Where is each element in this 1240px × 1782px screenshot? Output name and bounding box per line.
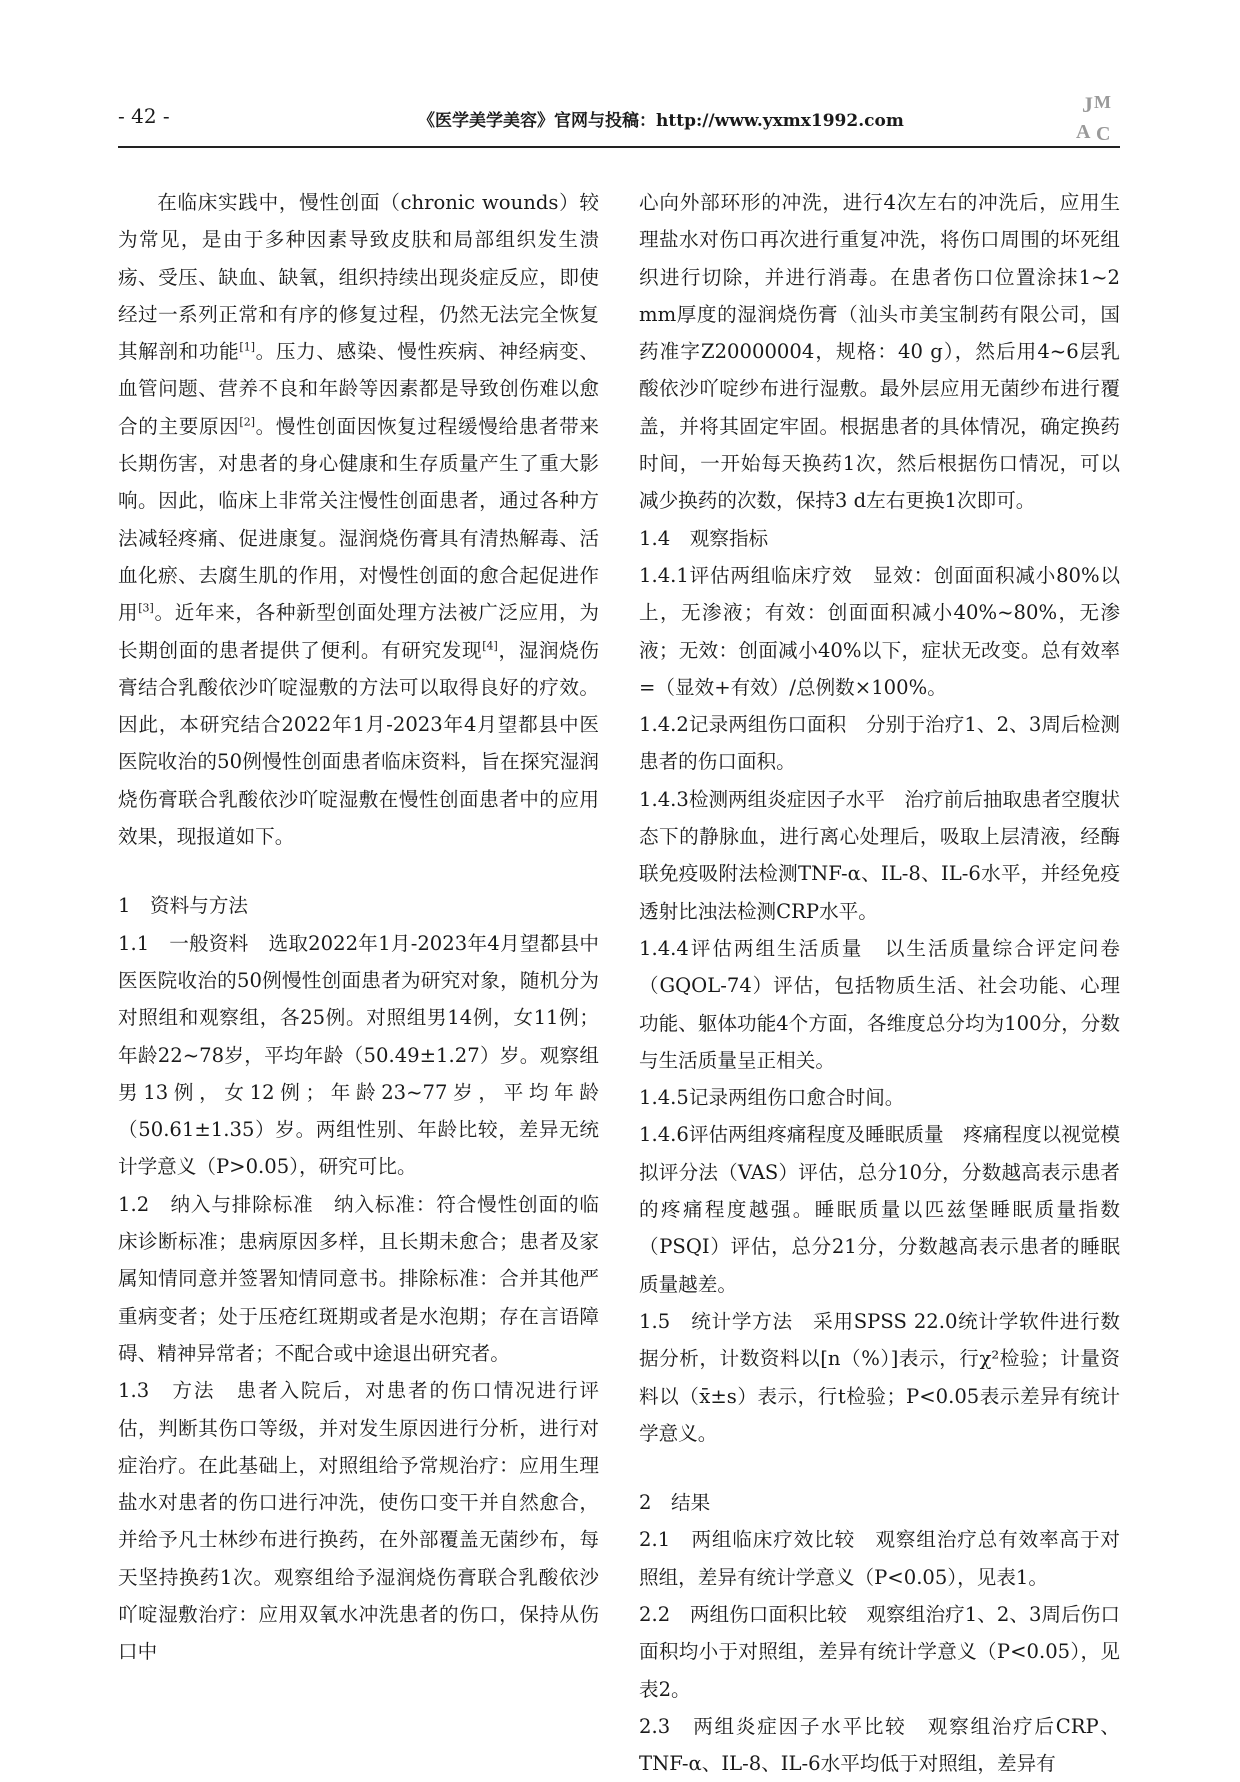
section-1-2: 1.2 纳入与排除标准 纳入标准：符合慢性创面的临床诊断标准；患病原因多样，且长期未愈合；患者及家属知情同意并签署知情同意书。排除标准：合并其他严重病变者；处于压疮红斑期或者是水泡期；存在言语障碍、精神异常者；不配合或中途退出研究者。 bbox=[118, 1192, 599, 1365]
section-heading-1: 1 资料与方法 bbox=[118, 894, 249, 918]
page-number: - 42 - bbox=[118, 104, 170, 128]
citation[interactable]: [3] bbox=[138, 601, 154, 615]
section-1-4-6: 1.4.6评估两组疼痛程度及睡眠质量 疼痛程度以视觉模拟评分法（VAS）评估，总分10分，分数越高表示患者的疼痛程度越强。睡眠质量以匹兹堡睡眠质量指数（PSQI）评估，总分21分，分数越高表示患者的睡眠质量越差。 bbox=[639, 1123, 1120, 1296]
section-1-3: 1.3 方法 患者入院后，对患者的伤口情况进行评估，判断其伤口等级，并对发生原因进行分析，进行对症治疗。在此基础上，对照组给予常规治疗：应用生理盐水对患者的伤口进行冲洗，使伤口变干并自然愈合，并给予凡士林纱布进行换药，在外部覆盖无菌纱布，每天坚持换药1次。观察组给予湿润烧伤膏联合乳酸依沙吖啶湿敷治疗：应用双氧水冲洗患者的伤口，保持从伤口中 bbox=[118, 1379, 599, 1664]
svg-text:J: J bbox=[1082, 92, 1093, 117]
section-heading-2: 2 结果 bbox=[639, 1491, 711, 1515]
section-1-4-4: 1.4.4评估两组生活质量 以生活质量综合评定问卷（GQOL-74）评估，包括物质生活、社会功能、心理功能、躯体功能4个方面，各维度总分均为100分，分数与生活质量呈正相关。 bbox=[639, 936, 1120, 1072]
header-rule bbox=[118, 146, 1120, 148]
citation[interactable]: [2] bbox=[239, 415, 256, 429]
section-1-5: 1.5 统计学方法 采用SPSS 22.0统计学软件进行数据分析，计数资料以[n（%）]表示，行χ²检验；计量资料以（x̄±s）表示，行t检验；P<0.05表示差异有统计学意义。 bbox=[639, 1309, 1120, 1445]
journal-header: 《医学美学美容》官网与投稿：http://www.yxmx1992.com bbox=[418, 111, 904, 131]
section-1-4-1: 1.4.1评估两组临床疗效 显效：创面面积减小80%以上，无渗液；有效：创面面积减小40%~80%，无渗液；无效：创面减小40%以下，症状无改变。总有效率=（显效+有效）/总例数×100%。 bbox=[639, 563, 1120, 699]
section-1-3-continued: 心向外部环形的冲洗，进行4次左右的冲洗后，应用生理盐水对伤口再次进行重复冲洗，将伤口周围的坏死组织进行切除，并进行消毒。在患者伤口位置涂抹1~2 mm厚度的湿润烧伤膏（汕头市美宝制药有限公司，国药准字Z20000004，规格：40 g），然后用4~6层乳酸依沙吖啶纱布进行湿敷。最外层应用无菌纱布进行覆盖，并将其固定牢固。根据患者的具体情况，确定换药时间，一开始每天换药1次，然后根据伤口情况，可以减少换药的次数，保持3 d左右更换1次即可。 bbox=[639, 191, 1120, 513]
right-column bbox=[639, 184, 1120, 1782]
section-1-4-5: 1.4.5记录两组伤口愈合时间。 bbox=[639, 1086, 905, 1110]
section-1-1: 1.1 一般资料 选取2022年1月-2023年4月望都县中医医院收治的50例慢性创面患者为研究对象，随机分为对照组和观察组，各25例。对照组男14例，女11例；年龄22~78岁，平均年龄（50.49±1.27）岁。观察组男13例，女12例；年龄23~77岁，平均年龄（50.61±1.35）岁。两组性别、年龄比较，差异无统计学意义（P>0.05），研究可比。 bbox=[118, 931, 599, 1179]
citation[interactable]: [4] bbox=[482, 639, 498, 653]
section-2-2: 2.2 两组伤口面积比较 观察组治疗1、2、3周后伤口面积均小于对照组，差异有统计学意义（P<0.05），见表2。 bbox=[639, 1602, 1120, 1701]
section-2-3: 2.3 两组炎症因子水平比较 观察组治疗后CRP、TNF-α、IL-8、IL-6水平均低于对照组，差异有 bbox=[639, 1714, 1120, 1776]
svg-text:M: M bbox=[1094, 92, 1111, 112]
left-column bbox=[118, 184, 599, 1671]
section-2-1: 2.1 两组临床疗效比较 观察组治疗总有效率高于对照组，差异有统计学意义（P<0.05），见表1。 bbox=[639, 1528, 1120, 1589]
page-header bbox=[118, 88, 1120, 148]
citation[interactable]: [1] bbox=[239, 340, 256, 354]
intro-paragraph: 在临床实践中，慢性创面（chronic wounds）较为常见，是由于多种因素导致皮肤和局部组织发生溃疡、受压、缺血、缺氧，组织持续出现炎症反应，即使经过一系列正常和有序的修复过程，仍然无法完全恢复其解剖和功能[1]。压力、感染、慢性疾病、神经病变、血管问题、营养不良和年龄等因素都是导致创伤难以愈合的主要原因[2]。慢性创面因恢复过程缓慢给患者带来长期伤害，对患者的身心健康和生存质量产生了重大影响。因此，临床上非常关注慢性创面患者，通过各种方法减轻疼痛、促进康复。湿润烧伤膏具有清热解毒、活血化瘀、去腐生肌的作用，对慢性创面的愈合起促进作用[3]。近年来，各种新型创面处理方法被广泛应用，为长期创面的患者提供了便利。有研究发现[4]，湿润烧伤膏结合乳酸依沙吖啶湿敷的方法可以取得良好的疗效。因此，本研究结合2022年1月-2023年4月望都县中医医院收治的50例慢性创面患者临床资料，旨在探究湿润烧伤膏联合乳酸依沙吖啶湿敷在慢性创面患者中的应用效果，现报道如下。 bbox=[118, 191, 600, 849]
section-1-4-3: 1.4.3检测两组炎症因子水平 治疗前后抽取患者空腹状态下的静脉血，进行离心处理后，吸取上层清液，经酶联免疫吸附法检测TNF-α、IL-8、IL-6水平，并经免疫透射比浊法检测CRP水平。 bbox=[639, 787, 1120, 923]
journal-logo bbox=[1072, 88, 1120, 146]
svg-text:A: A bbox=[1076, 121, 1091, 143]
section-1-4: 1.4 观察指标 bbox=[639, 526, 769, 550]
svg-text:C: C bbox=[1096, 123, 1111, 145]
section-1-4-2: 1.4.2记录两组伤口面积 分别于治疗1、2、3周后检测患者的伤口面积。 bbox=[639, 713, 1120, 774]
